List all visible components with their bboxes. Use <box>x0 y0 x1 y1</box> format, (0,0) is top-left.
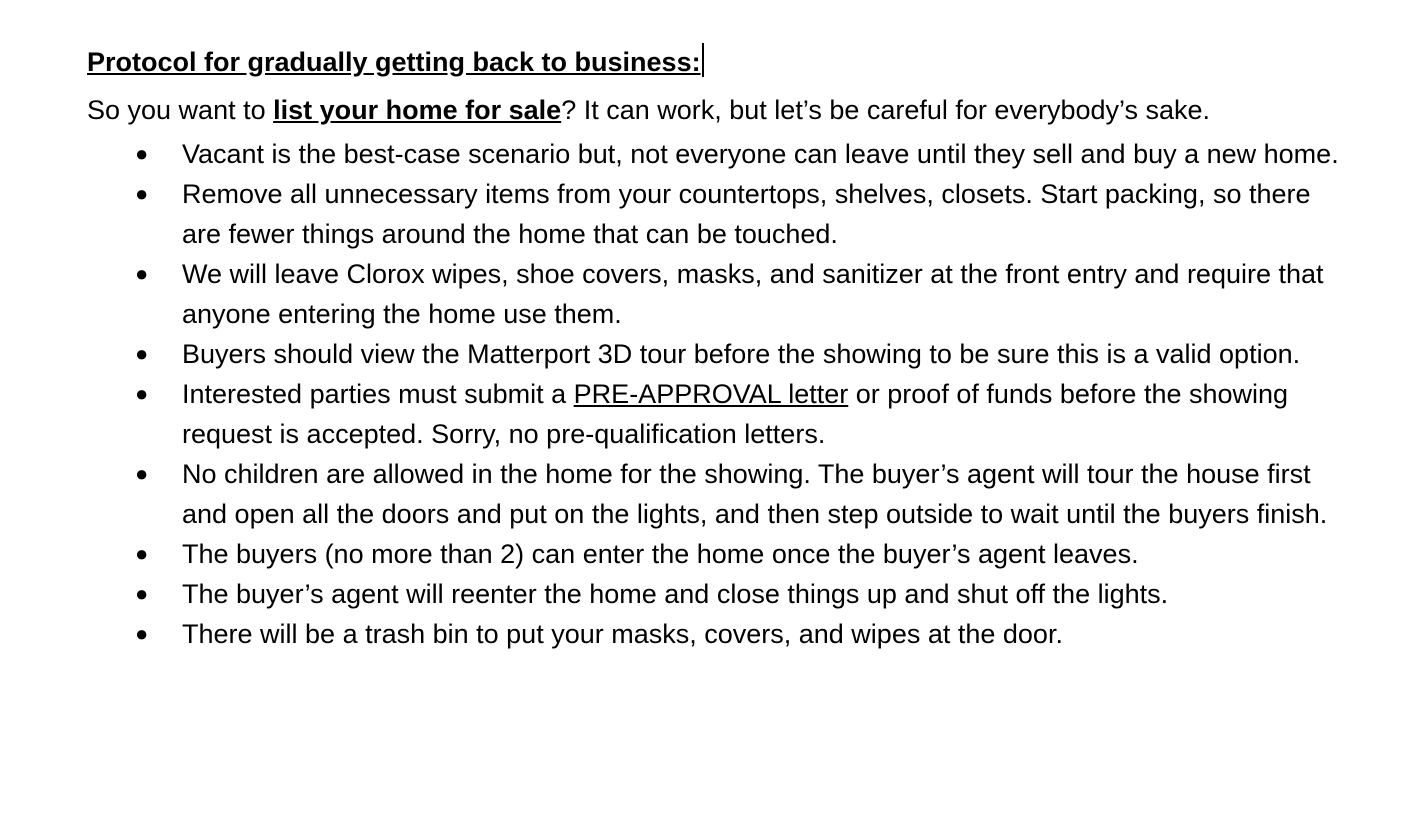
list-item <box>87 374 1342 454</box>
intro-text-after: ? It can work, but let’s be careful for everybody’s sake. <box>561 95 1211 125</box>
bullet-icon: ● <box>135 461 149 486</box>
heading-text: Protocol for gradually getting back to business: <box>87 47 701 77</box>
list-item-text: Remove all unnecessary items from your countertops, shelves, closets. Start packing, so there are fewer things around the home that can be touched. <box>182 179 1311 249</box>
text-cursor <box>702 43 704 77</box>
bullet-icon: ● <box>135 381 149 406</box>
bullet-icon: ● <box>135 621 149 646</box>
list-item <box>87 534 1342 574</box>
list-item <box>87 574 1342 614</box>
list-item <box>87 174 1342 254</box>
list-item-text: The buyers (no more than 2) can enter the home once the buyer’s agent leaves. <box>182 539 1139 569</box>
list-item-text: There will be a trash bin to put your masks, covers, and wipes at the door. <box>182 619 1063 649</box>
list-item <box>87 134 1342 174</box>
bullet-icon: ● <box>135 541 149 566</box>
list-item-text: The buyer’s agent will reenter the home and close things up and shut off the lights. <box>182 579 1169 609</box>
list-item <box>87 254 1342 334</box>
bullet-icon: ● <box>135 581 149 606</box>
list-home-link[interactable]: list your home for sale <box>273 95 562 125</box>
list-item-text: Vacant is the best-case scenario but, not everyone can leave until they sell and buy a new home. <box>182 139 1339 169</box>
bullet-icon: ● <box>135 181 149 206</box>
list-item-text: Interested parties must submit a <box>182 379 574 409</box>
protocol-list <box>87 134 1357 654</box>
list-item-text: No children are allowed in the home for the showing. The buyer’s agent will tour the house first and open all the doors and put on the lights, and then step outside to wait until the buyers finish. <box>182 459 1328 529</box>
document-body <box>87 40 1357 654</box>
list-item <box>87 334 1342 374</box>
list-item-text: We will leave Clorox wipes, shoe covers, masks, and sanitizer at the front entry and require that anyone entering the home use them. <box>182 259 1324 329</box>
intro-paragraph <box>87 90 1357 130</box>
bullet-icon: ● <box>135 141 149 166</box>
intro-text-before: So you want to <box>87 95 274 125</box>
list-item-text: or proof of funds before the showing request is accepted. Sorry, no pre-qualification letters. <box>182 379 1289 449</box>
bullet-icon: ● <box>135 261 149 286</box>
document-heading[interactable] <box>87 40 1357 84</box>
list-item <box>87 454 1342 534</box>
bullet-icon: ● <box>135 341 149 366</box>
list-item <box>87 614 1342 654</box>
list-item-text: Buyers should view the Matterport 3D tour before the showing to be sure this is a valid option. <box>182 339 1301 369</box>
pre-approval-letter-link[interactable]: PRE-APPROVAL letter <box>573 379 849 409</box>
